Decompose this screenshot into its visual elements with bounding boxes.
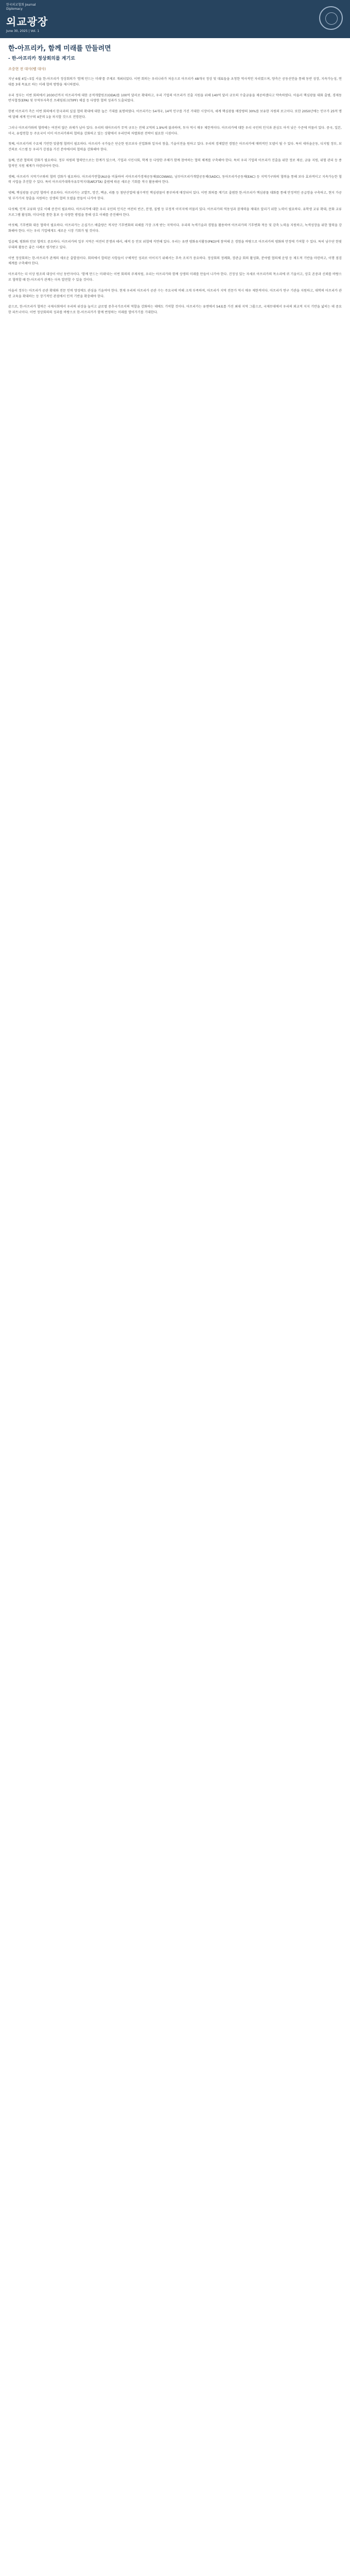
paragraph: 첫째, 아프리카의 수요에 기반한 맞춤형 협력이 필요하다. 아프리카 국가들은 단순한 원조보다 산업화와 일자리 창출, 기술이전을 원하고 있다. 우리의 경제발전 경험은 아프리카에 매력적인 모델이 될 수 있다. 특히 새마을운동, 디지털 정부, 보건의료 시스템 등 우리가 강점을 가진 분야에서의 협력을 강화해야 한다.	[8, 142, 342, 152]
paragraph: 지난 6월 4일~5일 서울 한-아프리카 정상회의가 '함께 만드는 미래'를 주제로 개최되었다. 이번 회의는 우리나라가 처음으로 아프리카 48개국 정상 및 대표들을 초청한 역사적인 자리였으며, 양측은 공동선언을 통해 동반 성장, 지속가능성, 연대를 3대 목표로 하는 미래 협력 방향을 제시하였다.	[8, 77, 342, 87]
paragraph: 아울러 정부는 아프리카 공관 확대와 전문 인력 양성에도 관심을 기울여야 한다. 현재 우리의 아프리카 공관 수는 주요국에 비해 크게 부족하며, 아프리카 지역 전문가 역시 매우 제한적이다. 아프리카 연구 기관을 지원하고, 대학의 아프리카 관련 교육을 확대하는 등 장기적인 관점에서 인적 기반을 확충해야 한다.	[8, 289, 342, 298]
publication-date: June 30, 2025 | Vol. 1	[6, 29, 40, 33]
paragraph: 셋째, 아프리카 지역기구와의 협력 강화가 필요하다. 아프리카연합(AU)을 비롯하여 서아프리카경제공동체(ECOWAS), 남부아프리카개발공동체(SADC), 동아프리카공동체(EAC) 등 지역기구와의 협력을 통해 보다 효과적이고 지속가능한 협력 사업을 추진할 수 있다. 특히 아프리카대륙자유무역지대(AfCFTA) 출범에 따른 새로운 기회를 적극 활용해야 한다.	[8, 175, 342, 184]
paragraph: 한편 아프리카 측은 이번 회의에서 한국과의 실질 협력 확대에 대한 높은 기대를 표명하였다. 아프리카는 54개국, 14억 인구를 가진 거대한 시장이자, 세계 핵심광물 매장량의 30%를 보유한 자원의 보고이다. 또한 2050년에는 인구가 25억 명에 달해 세계 인구의 4분의 1을 차지할 것으로 전망된다.	[8, 110, 342, 119]
byline: 조중현 전 대사(벨 대사)	[8, 67, 46, 71]
paragraph: 아프리카는 더 이상 원조의 대상이 아닌 동반자이다. '함께 만드는 미래'라는 이번 회의의 주제처럼, 우리는 아프리카와 함께 상생의 미래를 만들어 나가야 한다. 진정성 있는 자세로 아프리카의 목소리에 귀 기울이고, 상호 존중과 신뢰를 바탕으로 협력할 때 한-아프리카 관계는 더욱 발전할 수 있을 것이다.	[8, 273, 342, 282]
page-header	[0, 0, 350, 38]
article-body	[0, 75, 350, 316]
paragraph: 끝으로, 한-아프리카 협력은 국제사회에서 우리의 위상을 높이고 글로벌 중추국가로서의 역할을 강화하는 데에도 기여할 것이다. 아프리카는 유엔에서 54표를 가진 최대 지역 그룹으로, 국제무대에서 우리의 외교적 지지 기반을 넓히는 데 중요한 파트너이다. 이번 정상회의의 성과를 바탕으로 한-아프리카가 함께 번영하는 미래를 열어가기를 기대한다.	[8, 305, 342, 315]
paragraph: 이번 정상회의는 한-아프리카 관계의 새로운 출발점이다. 회의에서 합의된 사항들이 구체적인 성과로 이어지기 위해서는 후속 조치가 중요하다. 정상회의 정례화, 장관급 회의 활성화, 분야별 협의체 운영 등 제도적 기반을 마련하고, 이행 점검 체계를 구축해야 한다.	[8, 256, 343, 266]
subheadline: - 한-아프리카 정상회의를 계기로	[8, 56, 75, 61]
paragraph: 일곱째, 평화와 안보 협력도 중요하다. 아프리카의 일부 지역은 여전히 분쟁과 테러, 해적 등 안보 위협에 직면해 있다. 우리는 유엔 평화유지활동(PKO)에 참여해 온 경험을 바탕으로 아프리카의 평화와 안정에 기여할 수 있다. 특히 남수단 한빛부대의 활동은 좋은 사례로 평가받고 있다.	[8, 240, 342, 249]
article-title-block	[0, 38, 350, 75]
org-line-2: Diplomacy	[6, 7, 23, 11]
paragraph: 다섯째, 인적 교류와 상호 이해 증진이 필요하다. 아프리카에 대한 우리 국민의 인식은 여전히 빈곤, 분쟁, 질병 등 부정적 이미지에 머물러 있다. 아프리카의 역동성과 잠재력을 제대로 알리기 위한 노력이 필요하다. 유학생 교류 확대, 문화 교류 프로그램 활성화, 미디어를 통한 홍보 등 다양한 방법을 통해 상호 이해를 증진해야 한다.	[8, 207, 343, 217]
paragraph: 우리 정부는 이번 회의에서 2030년까지 아프리카에 대한 공적개발원조(ODA)를 100억 달러로 확대하고, 우리 기업의 아프리카 진출 지원을 위해 140억 달러 규모의 수출금융을 제공하겠다고 약속하였다. 아울러 핵심광물 대화 출범, 경제동반자협정(EPA) 및 무역투자촉진 프레임워크(TIPF) 체결 등 다양한 협력 성과가 도출되었다.	[8, 93, 342, 103]
masthead-title: 외교광장	[6, 15, 48, 28]
paragraph: 그러나 아프리카와의 협력에는 여전히 많은 과제가 남아 있다. 우리의 대아프리카 무역 규모는 전체 교역의 1.9%에 불과하며, 투자 역시 매우 제한적이다. 아프리카에 대한 우리 국민의 인식과 관심도 아직 낮은 수준에 머물러 있다. 중국, 일본, 미국, 유럽연합 등 주요국이 이미 아프리카와의 협력을 강화하고 있는 상황에서 우리만의 차별화된 전략이 필요한 시점이다.	[8, 126, 343, 135]
headline: 한-아프리카, 함께 미래를 만들려면	[8, 45, 111, 53]
seal-icon	[319, 6, 343, 30]
paragraph: 넷째, 핵심광물 공급망 협력이 중요하다. 아프리카는 코발트, 망간, 백금, 리튬 등 첨단산업에 필수적인 핵심광물이 풍부하게 매장되어 있다. 이번 회의를 계기로 출범한 한-아프리카 핵심광물 대화를 통해 안정적인 공급망을 구축하고, 현지 가공 및 부가가치 창출을 지원하는 상생의 협력 모델을 만들어 나가야 한다.	[8, 191, 343, 200]
paragraph: 둘째, 민관 협력의 강화가 필요하다. 정부 차원의 협력만으로는 한계가 있으며, 기업과 시민사회, 학계 등 다양한 주체가 함께 참여하는 협력 체계를 구축해야 한다. 특히 우리 기업의 아프리카 진출을 위한 정보 제공, 금융 지원, 위험 관리 등 종합적인 지원 체계가 마련되어야 한다.	[8, 158, 342, 168]
paragraph: 여섯째, 기후변화 대응 협력이 필요하다. 아프리카는 온실가스 배출량은 적지만 기후변화의 피해를 가장 크게 받는 지역이다. 우리의 녹색기술과 경험을 활용하여 아프리카의 기후변화 적응 및 감축 노력을 지원하고, 녹색성장을 위한 협력을 강화해야 한다. 이는 우리 기업에게도 새로운 시장 기회가 될 것이다.	[8, 224, 342, 233]
org-line-1: 한국외교협회 Journal	[6, 3, 36, 7]
